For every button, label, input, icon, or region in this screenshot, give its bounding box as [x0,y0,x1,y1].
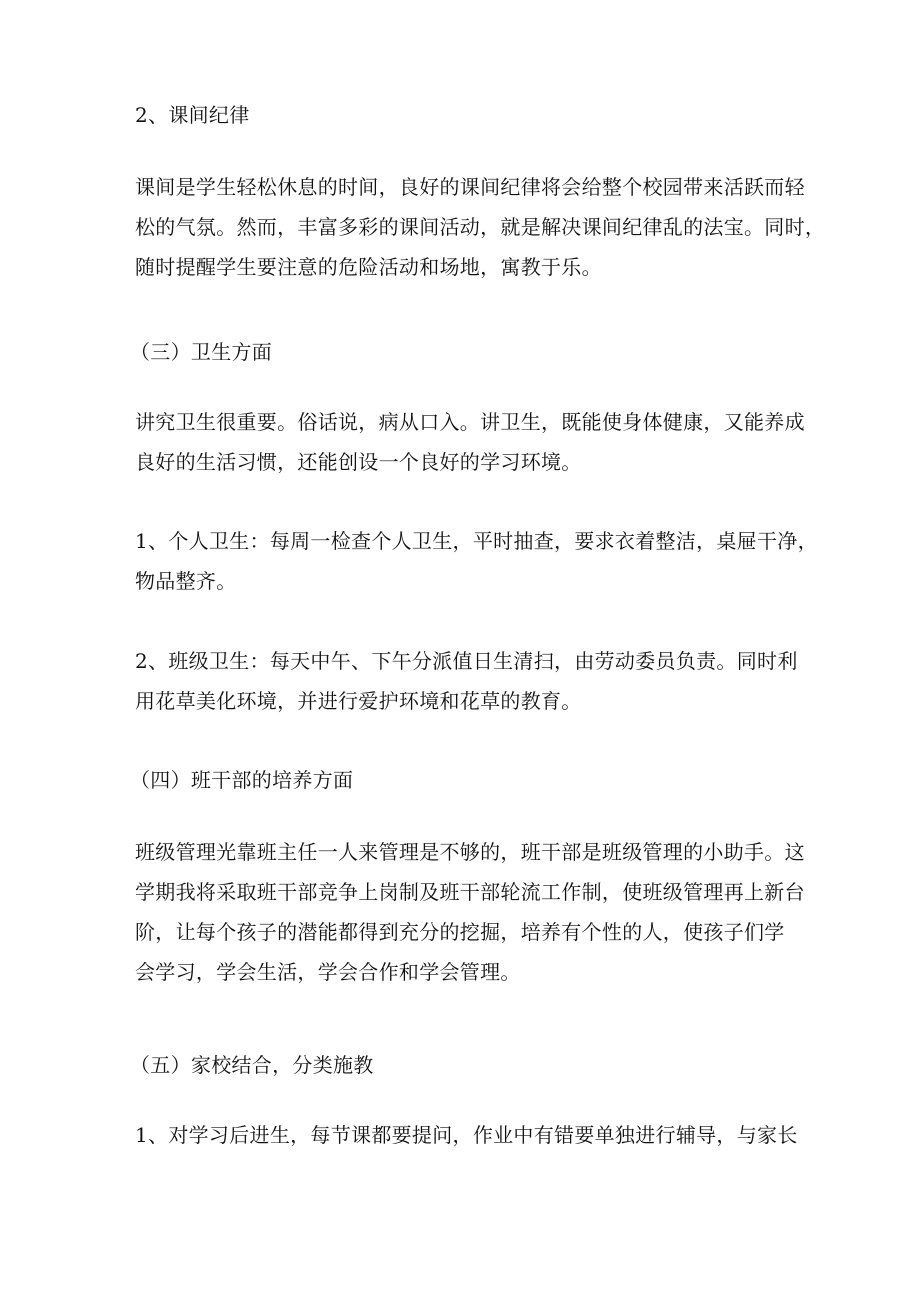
text-line: （五）家校结合，分类施教 [130,1053,374,1077]
paragraph-break-discipline [135,167,826,287]
text-line: （三）卫生方面 [130,340,273,364]
text-line: 2、班级卫生：每天中午、下午分派值日生清扫，由劳动委员负责。同时利 [135,649,798,673]
text-line: 用花草美化环境，并进行爱护环境和花草的教育。 [135,689,582,713]
paragraph-class-cadres [135,832,805,992]
paragraph-underachievers [135,1115,798,1155]
text-line: （四）班干部的培养方面 [130,768,354,792]
paragraph-hygiene-intro [135,402,805,482]
text-line: 1、对学习后进生，每节课都要提问，作业中有错要单独进行辅导，与家长 [135,1123,798,1147]
text-line: 随时提醒学生要注意的危险活动和场地，寓教于乐。 [135,255,602,279]
section-heading-break-discipline [135,95,795,135]
section-heading-class-cadres [130,760,790,800]
text-line: 阶，让每个孩子的潜能都得到充分的挖掘，培养有个性的人，使孩子们学 [135,920,785,944]
text-line: 班级管理光靠班主任一人来管理是不够的，班干部是班级管理的小助手。这 [135,840,805,864]
section-heading-hygiene [130,332,790,372]
text-line: 2、课间纪律 [135,103,250,127]
text-line: 课间是学生轻松休息的时间，良好的课间纪律将会给整个校园带来活跃而轻 [135,175,805,199]
text-line: 松的气氛。然而，丰富多彩的课间活动，就是解决课间纪律乱的法宝。同时， [135,215,826,239]
text-line: 物品整齐。 [135,569,237,593]
text-line: 会学习，学会生活，学会合作和学会管理。 [135,960,521,984]
text-line: 良好的生活习惯，还能创设一个良好的学习环境。 [135,450,582,474]
section-heading-home-school [130,1045,790,1085]
text-line: 学期我将采取班干部竞争上岗制及班干部轮流工作制，使班级管理再上新台 [135,880,805,904]
text-line: 讲究卫生很重要。俗话说，病从口入。讲卫生，既能使身体健康，又能养成 [135,410,805,434]
paragraph-personal-hygiene [135,521,818,601]
paragraph-class-hygiene [135,641,798,721]
text-line: 1、个人卫生：每周一检查个人卫生，平时抽查，要求衣着整洁，桌屉干净， [135,529,818,553]
